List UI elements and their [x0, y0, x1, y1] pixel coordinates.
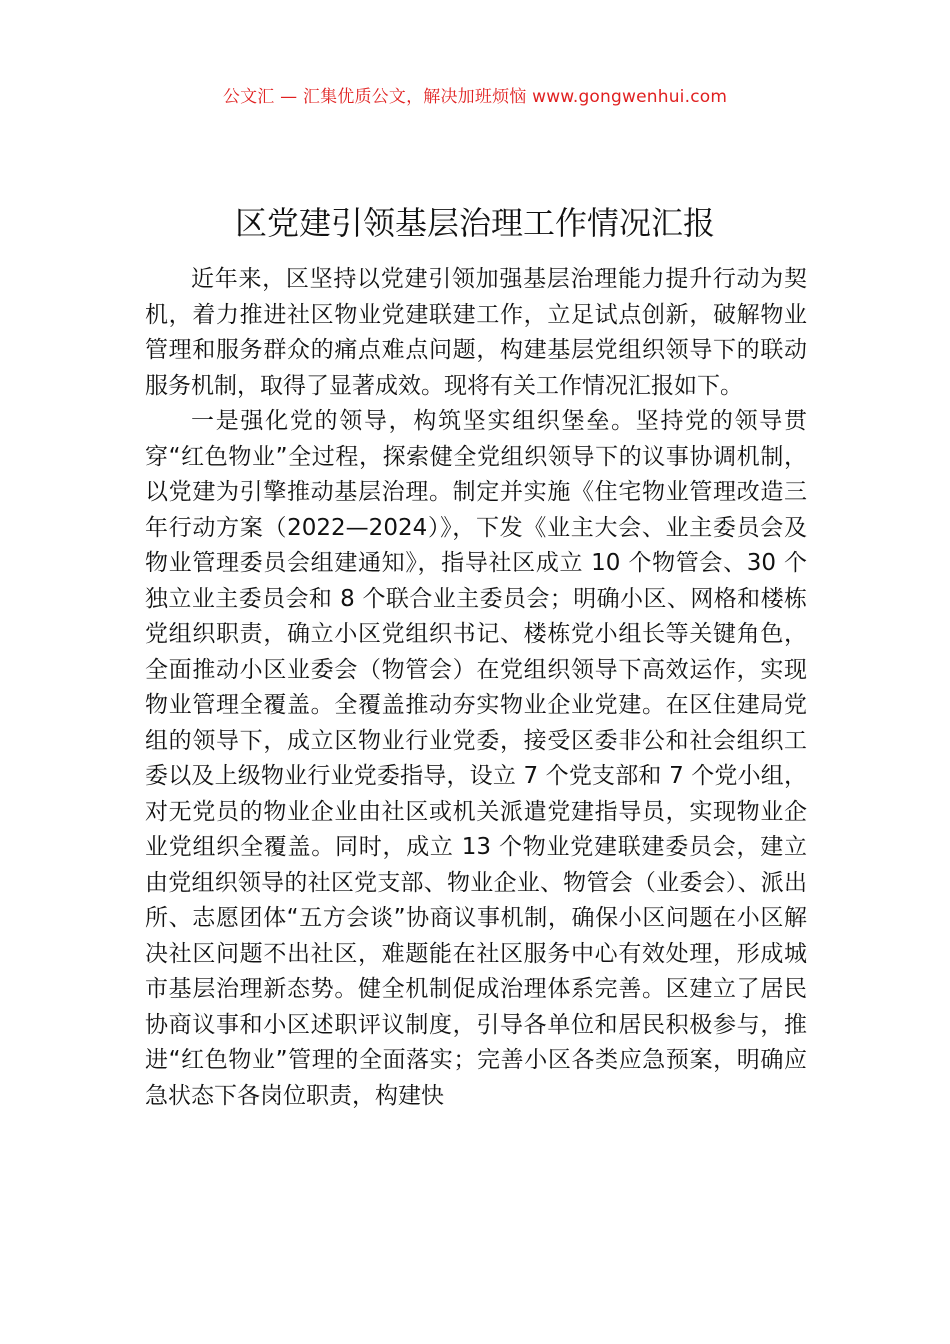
document-title: 区党建引领基层治理工作情况汇报 — [234, 204, 715, 243]
paragraph-party-leadership: 一是强化党的领导，构筑坚实组织堡垒。坚持党的领导贯穿“红色物业”全过程，探索健全党组织领导下的议事协调机制，以党建为引擎推动基层治理。制定并实施《住宅物业管理改造三年行动方案（2022—2024）》，下发《业主大会、业主委员会及物业管理委员会组建通知》，指导社区成立 10 个物管会、30 个独立业主委员会和 8 个联合业主委员会；明确小区、网格和楼栋党组织职责，确立小区党组织书记、楼栋党小组长等关键角色，全面推动小区业委会（物管会）在党组织领导下高效运作，实现物业管理全覆盖。全覆盖推动夯实物业企业党建。在区住建局党组的领导下，成立区物业行业党委，接受区委非公和社会组织工委以及上级物业行业党委指导，设立 7 个党支部和 7 个党小组，对无党员的物业企业由社区或机关派遣党建指导员，实现物业企业党组织全覆盖。同时，成立 13 个物业党建联建委员会，建立由党组织领导的社区党支部、物业企业、物管会（业委会）、派出所、志愿团体“五方会谈”协商议事机制，确保小区问题在小区解决社区问题不出社区，难题能在社区服务中心有效处理，形成城市基层治理新态势。健全机制促成治理体系完善。区建立了居民协商议事和小区述职评议制度，引导各单位和居民积极参与，推进“红色物业”管理的全面落实；完善小区各类应急预案，明确应急状态下各岗位职责，构建快 — [145, 408, 807, 1109]
site-banner: 公文汇 — 汇集优质公文，解决加班烦恼 www.gongwenhui.com — [222, 87, 728, 107]
document-body — [145, 262, 807, 1114]
paragraph-intro: 近年来，区坚持以党建引领加强基层治理能力提升行动为契机，着力推进社区物业党建联建工作，立足试点创新，破解物业管理和服务群众的痛点难点问题，构建基层党组织领导下的联动服务机制，取得了显著成效。现将有关工作情况汇报如下。 — [145, 266, 807, 399]
